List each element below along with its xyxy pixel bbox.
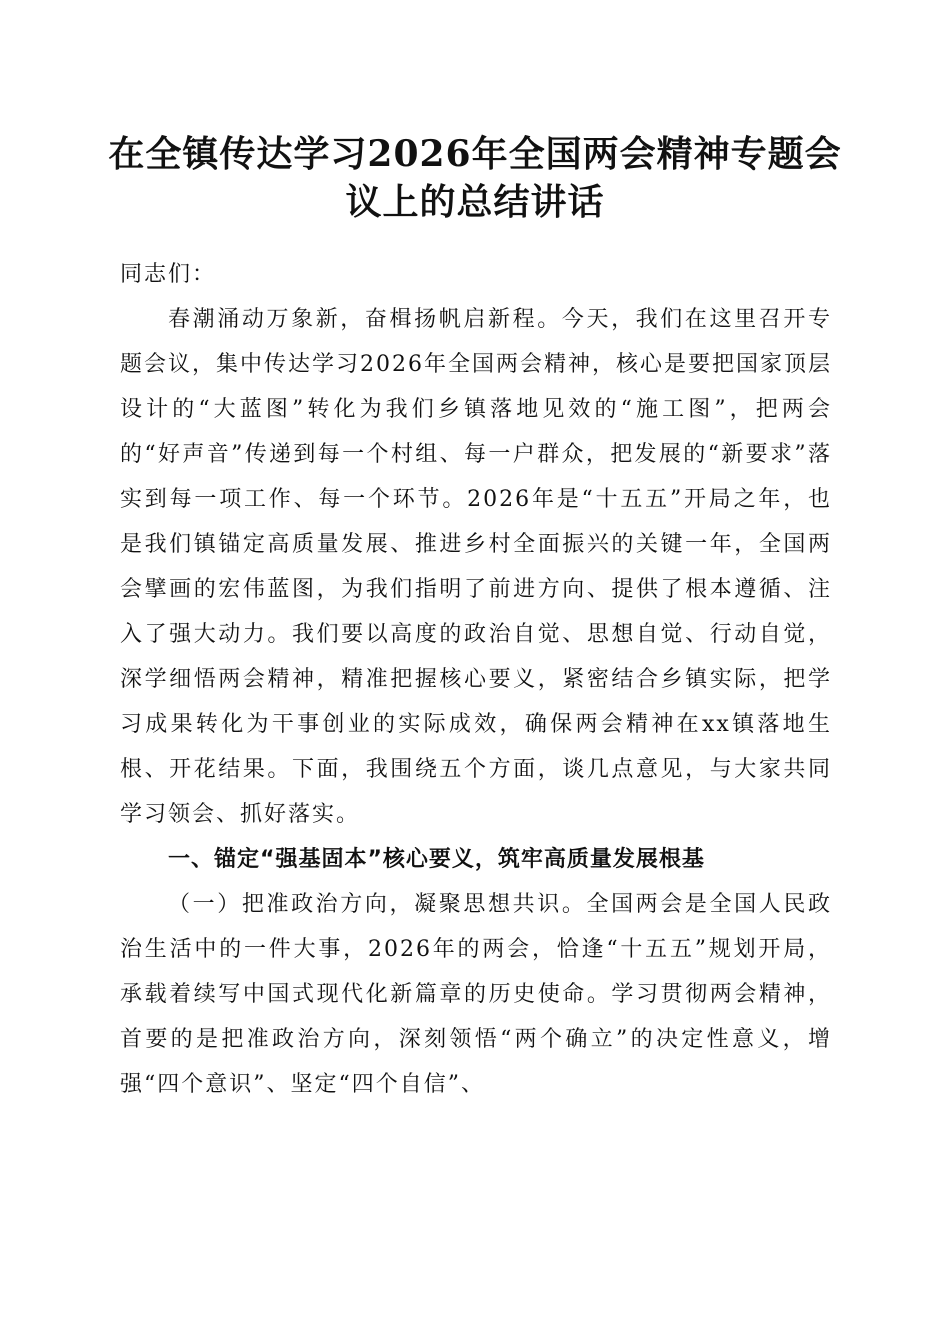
subsection-1-lead: （一）把准政治方向，凝聚思想共识。 bbox=[168, 892, 587, 917]
salutation: 同志们： bbox=[120, 262, 217, 287]
subsection-1-paragraph bbox=[120, 882, 832, 1107]
subsection-1-text: 全国两会是全国人民政治生活中的一件大事，2026年的两会，恰逢“十五五”规划开局，承载着续写中国式现代化新篇章的历史使命。学习贯彻两会精神，首要的是把准政治方向，深刻领悟“两个确立”的决定性意义，增强“四个意识”、坚定“四个自信”、 bbox=[120, 892, 832, 1097]
intro-paragraph: 春潮涌动万象新，奋楫扬帆启新程。今天，我们在这里召开专题会议，集中传达学习2026年全国两会精神，核心是要把国家顶层设计的“大蓝图”转化为我们乡镇落地见效的“施工图”，把两会的“好声音”传递到每一个村组、每一户群众，把发展的“新要求”落实到每一项工作、每一个环节。2026年是“十五五”开局之年，也是我们镇锚定高质量发展、推进乡村全面振兴的关键一年，全国两会擘画的宏伟蓝图，为我们指明了前进方向、提供了根本遵循、注入了强大动力。我们要以高度的政治自觉、思想自觉、行动自觉，深学细悟两会精神，精准把握核心要义，紧密结合乡镇实际，把学习成果转化为干事创业的实际成效，确保两会精神在xx镇落地生根、开花结果。下面，我围绕五个方面，谈几点意见，与大家共同学习领会、抓好落实。 bbox=[120, 307, 832, 827]
document-body bbox=[120, 252, 832, 1107]
document-title: 在全镇传达学习2026年全国两会精神专题会议上的总结讲话 bbox=[108, 133, 842, 223]
section-1-heading: 一、锚定“强基固本”核心要义，筑牢高质量发展根基 bbox=[168, 847, 705, 872]
